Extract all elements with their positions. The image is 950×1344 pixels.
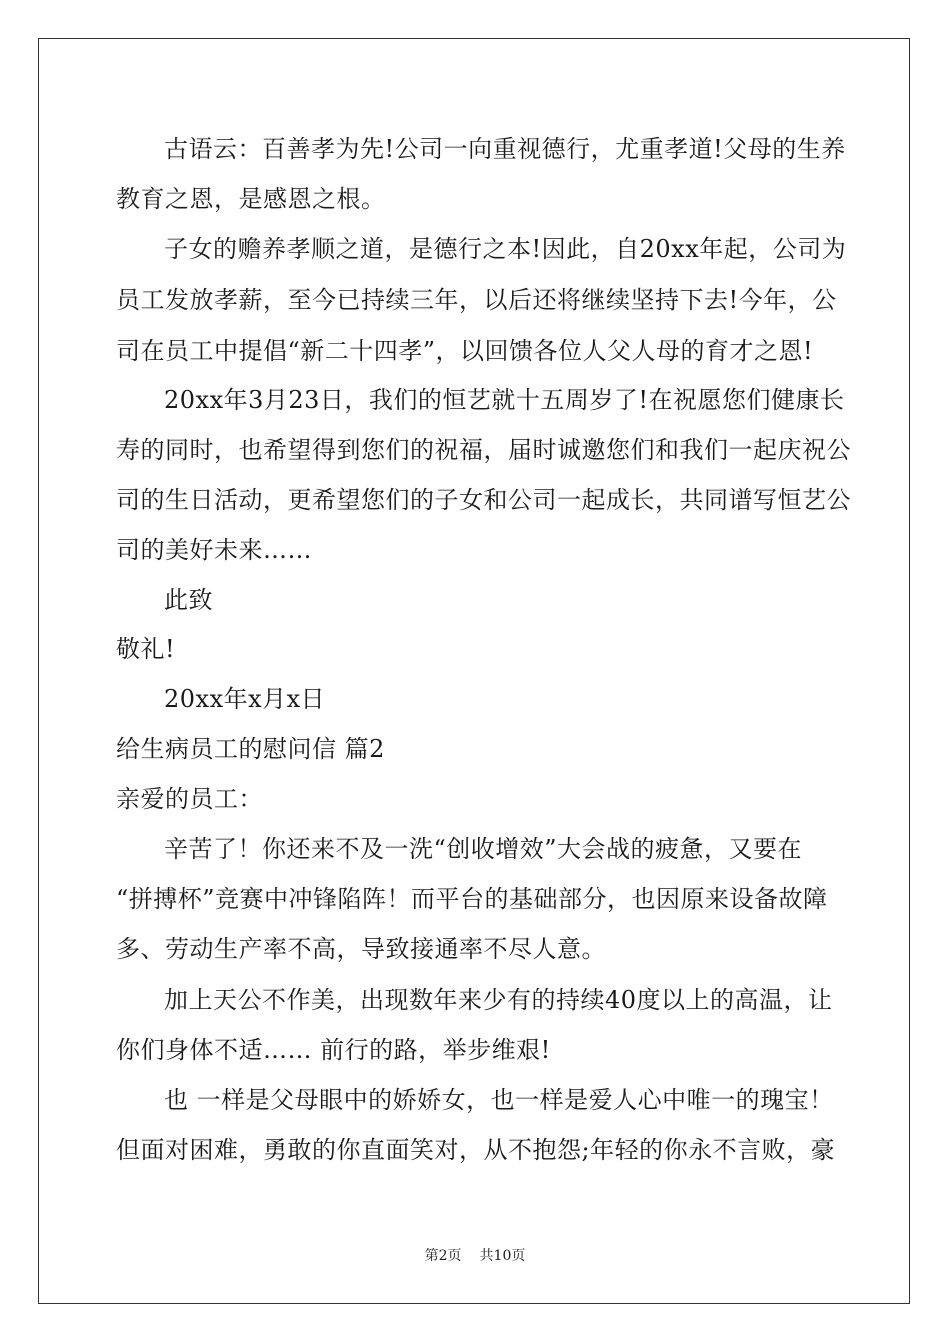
paragraph-line: 也 一样是父母眼中的娇娇女，也一样是爱人心中唯一的瑰宝！ — [164, 1086, 834, 1114]
letter-date: 20xx年x月x日 — [164, 685, 326, 713]
paragraph-line: 加上天公不作美，出现数年来少有的持续40度以上的高温，让 — [164, 986, 833, 1014]
paragraph-line: 员工发放孝薪，至今已持续三年，以后还将继续坚持下去!今年，公 — [116, 286, 837, 314]
paragraph-line: 寿的同时，也希望得到您们的祝福，届时诚邀您们和我们一起庆祝公 — [116, 436, 851, 464]
paragraph-line: 子女的赡养孝顺之道，是德行之本!因此，自20xx年起，公司为 — [164, 235, 847, 263]
paragraph-line: “拼搏杯”竞赛中冲锋陷阵！而平台的基础部分，也因原来设备故障 — [116, 885, 828, 913]
letter-greeting: 亲爱的员工： — [116, 785, 263, 813]
paragraph-line: 但面对困难，勇敢的你直面笑对，从不抱怨;年轻的你永不言败，豪 — [116, 1136, 836, 1164]
paragraph-line: 辛苦了！你还来不及一洗“创收增效”大会战的疲惫，又要在 — [164, 835, 803, 863]
page-total: 共10页 — [479, 1248, 526, 1264]
page-number: 第2页 — [424, 1248, 462, 1264]
paragraph-line: 教育之恩，是感恩之根。 — [116, 185, 386, 213]
section-heading: 给生病员工的慰问信 篇2 — [116, 735, 385, 763]
paragraph-line: 多、劳动生产率不高，导致接通率不尽人意。 — [116, 935, 606, 963]
page-footer — [0, 1247, 950, 1265]
paragraph-line: 司的生日活动，更希望您们的子女和公司一起成长，共同谱写恒艺公 — [116, 486, 851, 514]
paragraph-line: 你们身体不适…… 前行的路，举步维艰! — [116, 1036, 551, 1064]
paragraph-line: 司的美好未来…… — [116, 536, 312, 564]
paragraph-line: 20xx年3月23日，我们的恒艺就十五周岁了!在祝愿您们健康长 — [164, 386, 845, 414]
paragraph-line: 司在员工中提倡“新二十四孝”，以回馈各位人父人母的育才之恩! — [116, 337, 814, 365]
paragraph-line: 古语云：百善孝为先!公司一向重视德行，尤重孝道!父母的生养 — [164, 135, 846, 163]
closing-salutation: 此致 — [164, 586, 213, 614]
closing-regards: 敬礼! — [116, 635, 176, 663]
